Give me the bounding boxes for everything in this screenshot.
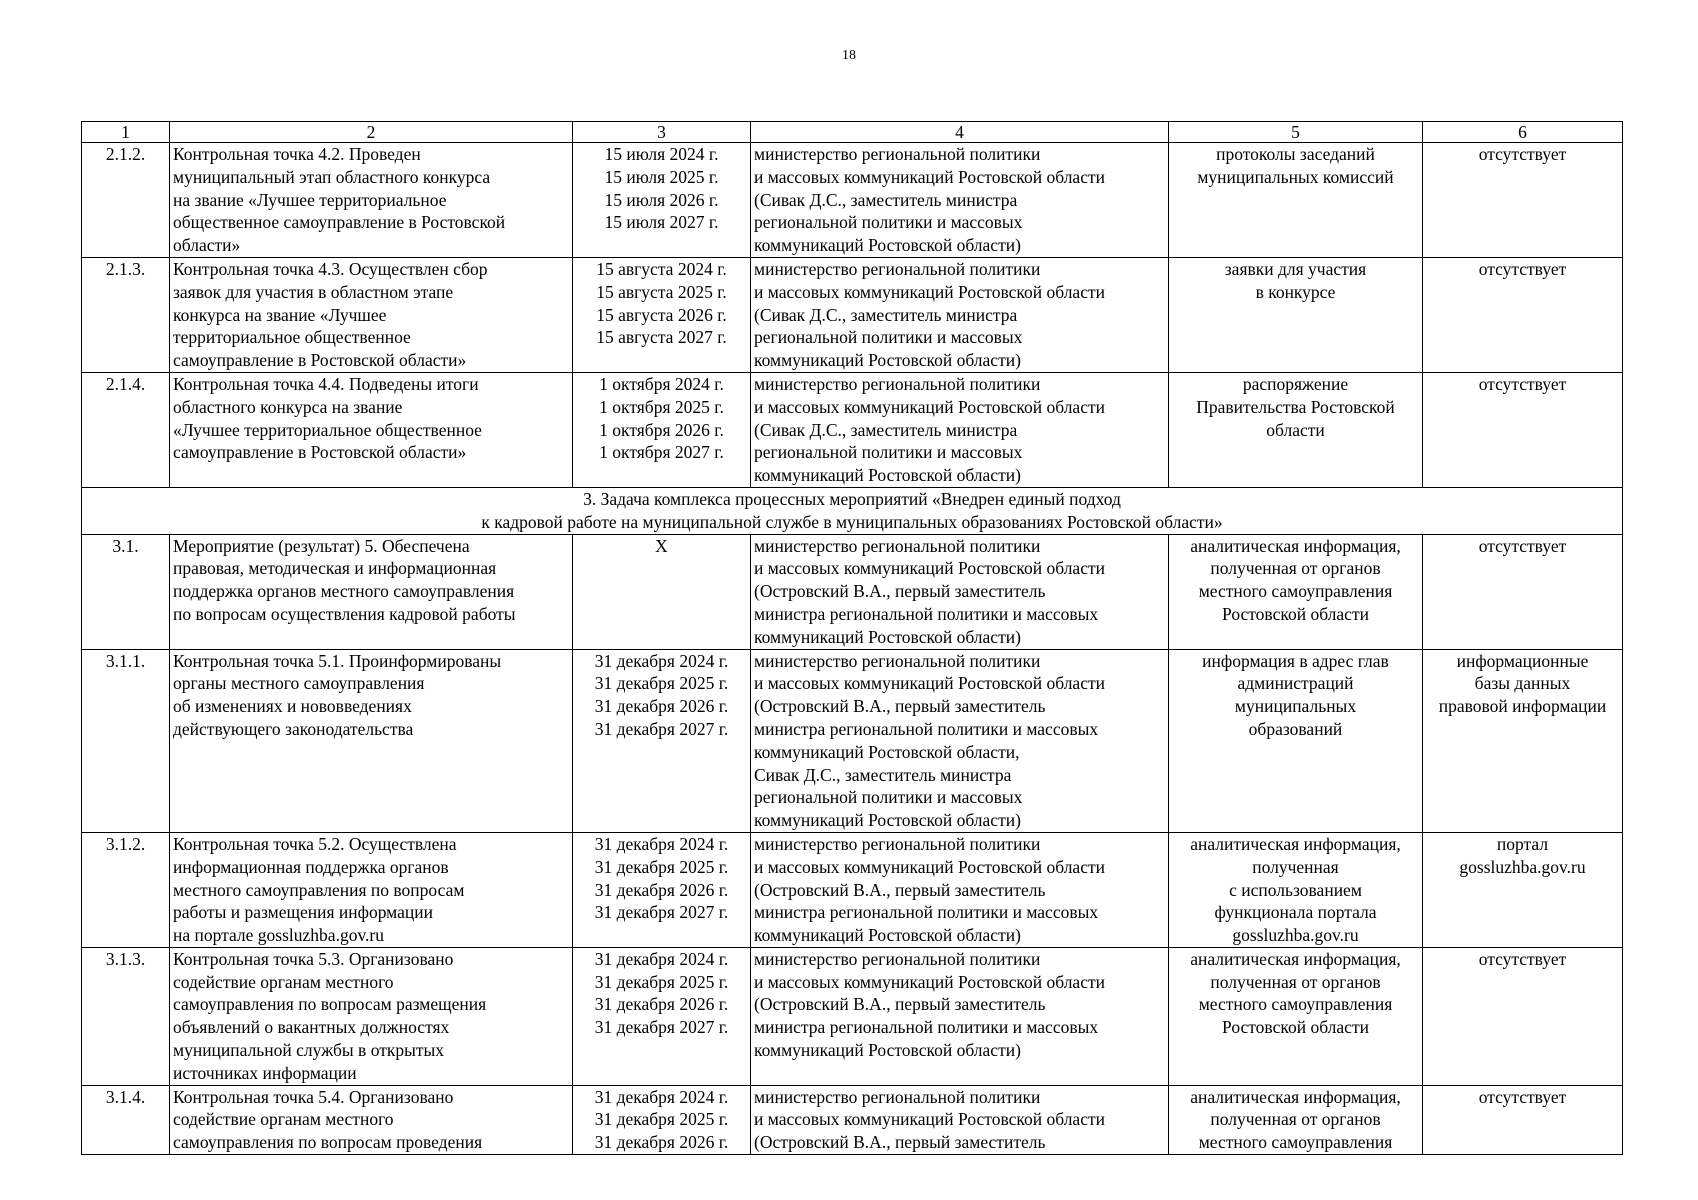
row-number-cell: 3.1.2. bbox=[82, 832, 170, 947]
row-number-cell: 3.1.4. bbox=[82, 1085, 170, 1154]
cell-line: коммуникаций Ростовской области) bbox=[754, 465, 1021, 486]
cell-line: 31 декабря 2026 г. bbox=[594, 696, 729, 717]
activities-table bbox=[81, 121, 1623, 1155]
cell-line: 15 июля 2026 г. bbox=[604, 189, 719, 210]
cell-line: территориальное общественное bbox=[173, 327, 411, 348]
cell-line: 31 декабря 2025 г. bbox=[594, 1109, 729, 1130]
cell-line: Контрольная точка 4.2. Проведен bbox=[173, 144, 421, 164]
cell-line: области» bbox=[173, 235, 241, 256]
cell-line: коммуникаций Ростовской области) bbox=[754, 1040, 1021, 1061]
cell-line: отсутствует bbox=[1478, 144, 1567, 164]
description-cell bbox=[170, 143, 573, 258]
info-system-cell bbox=[1423, 947, 1623, 1085]
cell-line: муниципальных bbox=[1234, 696, 1357, 717]
info-system-cell bbox=[1423, 143, 1623, 258]
cell-line: и массовых коммуникаций Ростовской области bbox=[754, 971, 1105, 992]
cell-line: 31 декабря 2026 г. bbox=[594, 879, 729, 900]
responsible-cell bbox=[751, 649, 1169, 832]
cell-line: министра региональной политики и массовых bbox=[754, 1017, 1099, 1038]
cell-line: местного самоуправления по вопросам bbox=[173, 879, 465, 900]
cell-line: региональной политики и массовых bbox=[754, 787, 1023, 808]
cell-line: образований bbox=[1248, 718, 1343, 739]
responsible-cell bbox=[751, 257, 1169, 372]
cell-line: Контрольная точка 5.2. Осуществлена bbox=[173, 833, 457, 854]
cell-line: 1 октября 2026 г. bbox=[599, 419, 724, 440]
cell-line: 15 июля 2025 г. bbox=[604, 166, 719, 187]
cell-line: (Сивак Д.С., заместитель министра bbox=[754, 304, 1018, 325]
cell-line: органы местного самоуправления bbox=[173, 673, 425, 694]
cell-line: министерство региональной политики bbox=[754, 948, 1041, 969]
cell-line: источниках информации bbox=[173, 1062, 357, 1083]
cell-line: местного самоуправления bbox=[1198, 1132, 1393, 1153]
responsible-cell bbox=[751, 372, 1169, 487]
cell-line: министерство региональной политики bbox=[754, 373, 1041, 394]
cell-line: Правительства Ростовской bbox=[1196, 396, 1395, 417]
cell-line: распоряжение bbox=[1242, 373, 1349, 394]
cell-line: на звание «Лучшее территориальное bbox=[173, 189, 447, 210]
cell-line: к кадровой работе на муниципальной службе в муниципальных образованиях Ростовской области» bbox=[481, 511, 1223, 532]
cell-line: правовая, методическая и информационная bbox=[173, 558, 497, 579]
cell-line: 31 декабря 2027 г. bbox=[594, 1017, 729, 1038]
page-number: 18 bbox=[842, 48, 856, 63]
responsible-cell bbox=[751, 947, 1169, 1085]
cell-line: правовой информации bbox=[1438, 696, 1607, 717]
cell-line: области bbox=[1266, 419, 1325, 440]
cell-line: Контрольная точка 5.3. Организовано bbox=[173, 948, 454, 969]
table-body bbox=[82, 122, 1623, 1155]
cell-line: 1 октября 2025 г. bbox=[599, 396, 724, 417]
cell-line: министерство региональной политики bbox=[754, 144, 1041, 164]
cell-line: 15 июля 2024 г. bbox=[604, 144, 719, 164]
cell-line: объявлений о вакантных должностях bbox=[173, 1017, 450, 1038]
cell-line: gossluzhba.gov.ru bbox=[1232, 925, 1359, 946]
deadline-cell bbox=[573, 372, 751, 487]
cell-line: 31 декабря 2027 г. bbox=[594, 718, 729, 739]
cell-line: муниципальной службы в открытых bbox=[173, 1040, 445, 1061]
cell-line: и массовых коммуникаций Ростовской области bbox=[754, 396, 1105, 417]
cell-line: отсутствует bbox=[1478, 373, 1567, 394]
cell-line: (Островский В.А., первый заместитель bbox=[754, 879, 1046, 900]
responsible-cell bbox=[751, 143, 1169, 258]
column-number: 1 bbox=[82, 122, 170, 143]
cell-line: региональной политики и массовых bbox=[754, 212, 1023, 233]
responsible-cell bbox=[751, 832, 1169, 947]
cell-line: местного самоуправления bbox=[1198, 994, 1393, 1015]
document-cell bbox=[1169, 947, 1423, 1085]
cell-line: Контрольная точка 5.4. Организовано bbox=[173, 1086, 454, 1107]
section-row bbox=[82, 487, 1623, 534]
cell-line: (Островский В.А., первый заместитель bbox=[754, 994, 1046, 1015]
cell-line: (Сивак Д.С., заместитель министра bbox=[754, 189, 1018, 210]
cell-line: и массовых коммуникаций Ростовской области bbox=[754, 281, 1105, 302]
description-cell bbox=[170, 649, 573, 832]
cell-line: Контрольная точка 5.1. Проинформированы bbox=[173, 650, 502, 671]
column-number: 4 bbox=[751, 122, 1169, 143]
cell-line: отсутствует bbox=[1478, 535, 1567, 556]
deadline-cell bbox=[573, 832, 751, 947]
cell-line: по вопросам осуществления кадровой работы bbox=[173, 603, 516, 624]
cell-line: местного самоуправления bbox=[1198, 581, 1393, 602]
table-row bbox=[82, 947, 1623, 1085]
cell-line: 15 августа 2024 г. bbox=[596, 258, 727, 279]
column-number-row bbox=[82, 122, 1623, 143]
cell-line: отсутствует bbox=[1478, 258, 1567, 279]
cell-line: общественное самоуправление в Ростовской bbox=[173, 212, 506, 233]
row-number-cell: 3.1. bbox=[82, 534, 170, 649]
deadline-cell bbox=[573, 649, 751, 832]
row-number-cell: 3.1.1. bbox=[82, 649, 170, 832]
description-cell bbox=[170, 372, 573, 487]
table-row bbox=[82, 372, 1623, 487]
description-cell bbox=[170, 1085, 573, 1154]
cell-line: 31 декабря 2024 г. bbox=[594, 948, 729, 969]
cell-line: (Островский В.А., первый заместитель bbox=[754, 696, 1046, 717]
cell-line: самоуправление в Ростовской области» bbox=[173, 350, 467, 371]
row-number-cell: 3.1.3. bbox=[82, 947, 170, 1085]
cell-line: 31 декабря 2025 г. bbox=[594, 856, 729, 877]
cell-line: (Островский В.А., первый заместитель bbox=[754, 581, 1046, 602]
responsible-cell bbox=[751, 1085, 1169, 1154]
cell-line: действующего законодательства bbox=[173, 718, 414, 739]
cell-line: министерство региональной политики bbox=[754, 535, 1041, 556]
cell-line: коммуникаций Ростовской области) bbox=[754, 810, 1021, 831]
deadline-cell bbox=[573, 257, 751, 372]
cell-line: министерство региональной политики bbox=[754, 650, 1041, 671]
description-cell bbox=[170, 257, 573, 372]
cell-line: 31 декабря 2025 г. bbox=[594, 971, 729, 992]
cell-line: министерство региональной политики bbox=[754, 258, 1041, 279]
cell-line: коммуникаций Ростовской области, bbox=[754, 741, 1020, 762]
deadline-cell bbox=[573, 1085, 751, 1154]
cell-line: работы и размещения информации bbox=[173, 902, 434, 923]
cell-line: министерство региональной политики bbox=[754, 1086, 1041, 1107]
responsible-cell bbox=[751, 534, 1169, 649]
cell-line: Сивак Д.С., заместитель министра bbox=[754, 764, 1012, 785]
cell-line: Ростовской области bbox=[1222, 1017, 1369, 1038]
document-cell bbox=[1169, 649, 1423, 832]
cell-line: (Островский В.А., первый заместитель bbox=[754, 1132, 1046, 1153]
column-number: 5 bbox=[1169, 122, 1423, 143]
table-row bbox=[82, 143, 1623, 258]
cell-line: отсутствует bbox=[1478, 1086, 1567, 1107]
cell-line: коммуникаций Ростовской области) bbox=[754, 235, 1021, 256]
cell-line: 15 июля 2027 г. bbox=[604, 212, 719, 233]
cell-line: на портале gossluzhba.gov.ru bbox=[173, 925, 385, 946]
cell-line: заявок для участия в областном этапе bbox=[173, 281, 454, 302]
table-row bbox=[82, 1085, 1623, 1154]
cell-line: Контрольная точка 4.3. Осуществлен сбор bbox=[173, 258, 488, 279]
info-system-cell bbox=[1423, 257, 1623, 372]
cell-line: отсутствует bbox=[1478, 948, 1567, 969]
table-row bbox=[82, 832, 1623, 947]
cell-line: самоуправления по вопросам размещения bbox=[173, 994, 487, 1015]
cell-line: функционала портала bbox=[1214, 902, 1377, 923]
cell-line: конкурса на звание «Лучшее bbox=[173, 304, 387, 325]
cell-line: муниципальных комиссий bbox=[1197, 166, 1394, 187]
cell-line: базы данных bbox=[1474, 673, 1571, 694]
table-row bbox=[82, 257, 1623, 372]
row-number-cell: 2.1.3. bbox=[82, 257, 170, 372]
cell-line: поддержка органов местного самоуправления bbox=[173, 581, 515, 602]
cell-line: и массовых коммуникаций Ростовской области bbox=[754, 856, 1105, 877]
cell-line: 1 октября 2024 г. bbox=[599, 373, 724, 394]
cell-line: Мероприятие (результат) 5. Обеспечена bbox=[173, 535, 470, 556]
cell-line: и массовых коммуникаций Ростовской области bbox=[754, 1109, 1105, 1130]
cell-line: аналитическая информация, bbox=[1190, 535, 1401, 556]
info-system-cell bbox=[1423, 372, 1623, 487]
cell-line: полученная от органов bbox=[1210, 1109, 1381, 1130]
cell-line: в конкурсе bbox=[1255, 281, 1336, 302]
cell-line: Х bbox=[655, 535, 668, 556]
cell-line: министерство региональной политики bbox=[754, 833, 1041, 854]
cell-line: 31 декабря 2026 г. bbox=[594, 1132, 729, 1153]
cell-line: министра региональной политики и массовых bbox=[754, 603, 1099, 624]
description-cell bbox=[170, 832, 573, 947]
cell-line: коммуникаций Ростовской области) bbox=[754, 626, 1021, 647]
cell-line: областного конкурса на звание bbox=[173, 396, 403, 417]
cell-line: 31 декабря 2026 г. bbox=[594, 994, 729, 1015]
deadline-cell bbox=[573, 143, 751, 258]
cell-line: информационная поддержка органов bbox=[173, 856, 449, 877]
cell-line: с использованием bbox=[1229, 879, 1362, 900]
document-cell bbox=[1169, 534, 1423, 649]
cell-line: и массовых коммуникаций Ростовской области bbox=[754, 558, 1105, 579]
cell-line: Контрольная точка 4.4. Подведены итоги bbox=[173, 373, 479, 394]
cell-line: и массовых коммуникаций Ростовской области bbox=[754, 673, 1105, 694]
cell-line: заявки для участия bbox=[1224, 258, 1367, 279]
cell-line: 1 октября 2027 г. bbox=[599, 442, 724, 463]
info-system-cell bbox=[1423, 832, 1623, 947]
section-heading bbox=[82, 487, 1623, 534]
cell-line: 15 августа 2027 г. bbox=[596, 327, 727, 348]
document-cell bbox=[1169, 1085, 1423, 1154]
cell-line: администраций bbox=[1237, 673, 1354, 694]
cell-line: региональной политики и массовых bbox=[754, 442, 1023, 463]
cell-line: 31 декабря 2025 г. bbox=[594, 673, 729, 694]
cell-line: аналитическая информация, bbox=[1190, 833, 1401, 854]
cell-line: министра региональной политики и массовых bbox=[754, 718, 1099, 739]
cell-line: 31 декабря 2024 г. bbox=[594, 1086, 729, 1107]
document-cell bbox=[1169, 143, 1423, 258]
cell-line: содействие органам местного bbox=[173, 1109, 394, 1130]
cell-line: полученная bbox=[1252, 856, 1339, 877]
cell-line: полученная от органов bbox=[1210, 558, 1381, 579]
cell-line: 31 декабря 2024 г. bbox=[594, 833, 729, 854]
cell-line: коммуникаций Ростовской области) bbox=[754, 925, 1021, 946]
cell-line: портал bbox=[1496, 833, 1549, 854]
cell-line: 31 декабря 2024 г. bbox=[594, 650, 729, 671]
row-number-cell: 2.1.2. bbox=[82, 143, 170, 258]
document-cell bbox=[1169, 257, 1423, 372]
cell-line: аналитическая информация, bbox=[1190, 1086, 1401, 1107]
table-row bbox=[82, 649, 1623, 832]
cell-line: самоуправления по вопросам проведения bbox=[173, 1132, 483, 1153]
cell-line: (Сивак Д.С., заместитель министра bbox=[754, 419, 1018, 440]
info-system-cell bbox=[1423, 649, 1623, 832]
cell-line: «Лучшее территориальное общественное bbox=[173, 419, 482, 440]
document-cell bbox=[1169, 372, 1423, 487]
info-system-cell bbox=[1423, 1085, 1623, 1154]
cell-line: полученная от органов bbox=[1210, 971, 1381, 992]
cell-line: 3. Задача комплекса процессных мероприятий «Внедрен единый подход bbox=[583, 488, 1121, 509]
column-number: 3 bbox=[573, 122, 751, 143]
cell-line: министра региональной политики и массовых bbox=[754, 902, 1099, 923]
cell-line: региональной политики и массовых bbox=[754, 327, 1023, 348]
cell-line: 15 августа 2025 г. bbox=[596, 281, 727, 302]
cell-line: муниципальный этап областного конкурса bbox=[173, 166, 491, 187]
cell-line: информационные bbox=[1456, 650, 1589, 671]
description-cell bbox=[170, 534, 573, 649]
document-cell bbox=[1169, 832, 1423, 947]
column-number: 6 bbox=[1423, 122, 1623, 143]
deadline-cell bbox=[573, 534, 751, 649]
cell-line: аналитическая информация, bbox=[1190, 948, 1401, 969]
description-cell bbox=[170, 947, 573, 1085]
info-system-cell bbox=[1423, 534, 1623, 649]
cell-line: самоуправление в Ростовской области» bbox=[173, 442, 467, 463]
table-row bbox=[82, 534, 1623, 649]
cell-line: содействие органам местного bbox=[173, 971, 394, 992]
cell-line: коммуникаций Ростовской области) bbox=[754, 350, 1021, 371]
cell-line: gossluzhba.gov.ru bbox=[1459, 856, 1586, 877]
cell-line: Ростовской области bbox=[1222, 603, 1369, 624]
row-number-cell: 2.1.4. bbox=[82, 372, 170, 487]
cell-line: и массовых коммуникаций Ростовской области bbox=[754, 166, 1105, 187]
cell-line: 31 декабря 2027 г. bbox=[594, 902, 729, 923]
column-number: 2 bbox=[170, 122, 573, 143]
deadline-cell bbox=[573, 947, 751, 1085]
cell-line: информация в адрес глав bbox=[1202, 650, 1389, 671]
cell-line: 15 августа 2026 г. bbox=[596, 304, 727, 325]
cell-line: об изменениях и нововведениях bbox=[173, 696, 412, 717]
cell-line: протоколы заседаний bbox=[1216, 144, 1375, 164]
